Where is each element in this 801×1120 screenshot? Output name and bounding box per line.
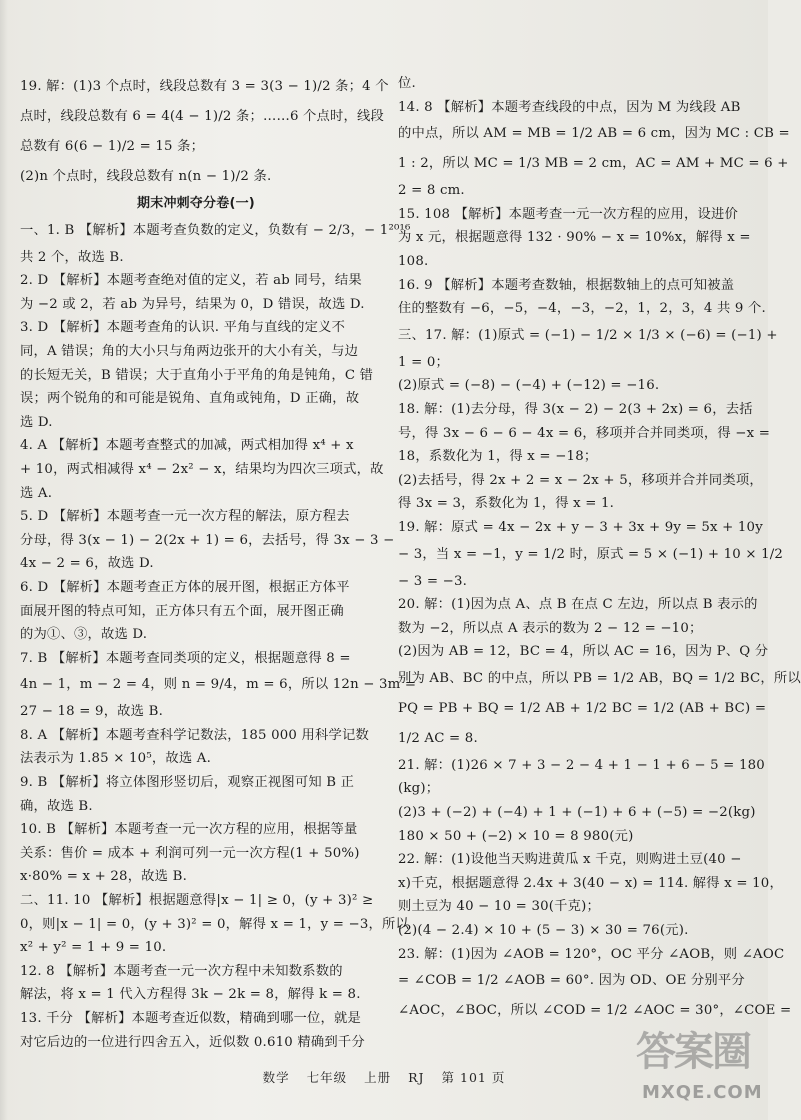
left-column-line: 对它后边的一位进行四舍五入，近似数 0.610 精确到千分 xyxy=(20,1034,365,1050)
left-column-line: x² + y² = 1 + 9 = 10. xyxy=(20,940,167,956)
left-column-line: 的为①、③，故选 D. xyxy=(20,627,148,643)
right-column-line: − 3，当 x = −1，y = 1/2 时，原式 = 5 × (−1) + 10 × 1/2 xyxy=(398,546,784,562)
right-column-line: (2)(4 − 2.4) × 10 + (5 − 3) × 30 = 76(元). xyxy=(398,923,689,939)
left-column-line: 选 A. xyxy=(20,485,53,501)
left-column-line: 4. A 【解析】本题考查整式的加减，两式相加得 x⁴ + x xyxy=(20,438,354,454)
watermark-top: 答案圈 xyxy=(636,1029,750,1075)
right-column-line: 三、17. 解：(1)原式 = (−1) − 1/2 × 1/3 × (−6) = (−1) + xyxy=(398,327,778,343)
right-column-line: 22. 解：(1)设他当天购进黄瓜 x 千克，则购进土豆(40 − xyxy=(398,852,742,868)
right-column-line: 数为 −2，所以点 A 表示的数为 2 − 12 = −10； xyxy=(398,620,703,636)
left-column-line: 7. B 【解析】本题考查同类项的定义，根据题意得 8 = xyxy=(20,650,351,666)
right-column-line: ∠AOC，∠BOC，所以 ∠COD = 1/2 ∠AOC = 30°，∠COE = xyxy=(398,1003,792,1019)
right-column-line: 别为 AB、BC 的中点，所以 PB = 1/2 AB，BQ = 1/2 BC，所以 xyxy=(398,670,801,686)
left-column-line: 6. D 【解析】本题考查正方体的展开图，根据正方体平 xyxy=(20,579,350,595)
left-column-line: 期末冲刺夺分卷(一) xyxy=(137,196,255,211)
left-column-line: 一、1. B 【解析】本题考查负数的定义，负数有 − 2/3，− 1²⁰¹⁶ xyxy=(20,222,411,238)
right-column xyxy=(398,72,801,1026)
left-column-line: 8. A 【解析】本题考查科学记数法，185 000 用科学记数 xyxy=(20,727,369,743)
right-column-line: 18，系数化为 1，得 x = −18； xyxy=(398,449,598,465)
left-column-line: 3. D 【解析】本题考查角的认识. 平角与直线的定义不 xyxy=(20,320,346,336)
left-column-line: + 10，两式相减得 x⁴ − 2x² − x，结果均为四次三项式，故 xyxy=(20,461,384,477)
left-column-line: 12. 8 【解析】本题考查一元一次方程中未知数系数的 xyxy=(20,963,343,979)
left-column-line: 关系：售价 = 成本 + 利润可列一元一次方程(1 + 50%) xyxy=(20,845,360,861)
right-column-line: 18. 解：(1)去分母，得 3(x − 2) − 2(3 + 2x) = 6，去括 xyxy=(398,401,753,417)
right-column-line: (2)原式 = (−8) − (−4) + (−12) = −16. xyxy=(398,378,660,394)
left-column-line: 同，A 错误；角的大小只与角两边张开的大小有关，与边 xyxy=(20,343,359,359)
right-column-line: 的中点，所以 AM = MB = 1/2 AB = 6 cm，因为 MC : CB = xyxy=(398,126,790,142)
right-column-line: (2)去括号，得 2x + 2 = x − 2x + 5，移项并合并同类项， xyxy=(398,472,763,488)
right-column-line: (2)因为 AB = 12，BC = 4，所以 AC = 16，因为 P、Q 分 xyxy=(398,644,769,660)
left-column-line: 确，故选 B. xyxy=(20,798,93,814)
right-column-line: 为 x 元，根据题意得 132 · 90% − x = 10%x，解得 x = xyxy=(398,230,751,246)
right-column-line: 1 : 2，所以 MC = 1/3 MB = 2 cm，AC = AM + MC = 6 + xyxy=(398,156,789,172)
left-column-line: 13. 千分 【解析】本题考查近似数，精确到哪一位，就是 xyxy=(20,1011,362,1026)
left-column-line: 5. D 【解析】本题考查一元一次方程的解法，原方程去 xyxy=(20,509,350,525)
left-column-line: x·80% = x + 28，故选 B. xyxy=(20,869,188,885)
left-column-line: 2. D 【解析】本题考查绝对值的定义，若 ab 同号，结果 xyxy=(20,273,362,289)
right-column-line: 19. 解：原式 = 4x − 2x + y − 3 + 3x + 9y = 5x + 10y xyxy=(398,519,763,535)
right-column-line: 21. 解：(1)26 × 7 + 3 − 2 − 4 + 1 − 1 + 6 − 5 = 180 xyxy=(398,757,765,773)
left-column-line: 解法，将 x = 1 代入方程得 3k − 2k = 8，解得 k = 8. xyxy=(20,987,361,1003)
left-column-line: 选 D. xyxy=(20,414,53,430)
page-shadow xyxy=(0,0,8,1120)
left-column-line: 9. B 【解析】将立体图形竖切后，观察正视图可知 B 正 xyxy=(20,775,355,791)
right-column-line: 23. 解：(1)因为 ∠AOB = 120°，OC 平分 ∠AOB，则 ∠AOC xyxy=(398,946,785,962)
right-column-line: 得 3x = 3，系数化为 1，得 x = 1. xyxy=(398,496,615,512)
left-column-line: 二、11. 10 【解析】根据题意得|x − 1| ≥ 0，(y + 3)² ≥ xyxy=(20,893,374,909)
right-column-line: PQ = PB + BQ = 1/2 AB + 1/2 BC = 1/2 (AB + BC) = xyxy=(398,700,767,716)
right-column-line: 180 × 50 + (−2) × 10 = 8 980(元) xyxy=(398,828,634,844)
right-column-line: 位. xyxy=(398,76,416,91)
right-column-line: 则土豆为 40 − 10 = 30(千克)； xyxy=(398,899,601,915)
right-column-line: (2)3 + (−2) + (−4) + 1 + (−1) + 6 + (−5) = −2(kg) xyxy=(398,805,756,821)
left-column-line: 0，则|x − 1| = 0，(y + 3)² = 0，解得 x = 1，y = −3，所以 xyxy=(20,916,410,932)
left-column-line: 为 −2 或 2，若 ab 为异号，结果为 0，D 错误，故选 D. xyxy=(20,296,365,312)
left-column-line: 面展开图的特点可知，正方体只有五个面，展开图正确 xyxy=(20,603,344,619)
left-column-line: 点时，线段总数有 6 = 4(4 − 1)/2 条；……6 个点时，线段 xyxy=(20,109,385,124)
footer-grade: 七年级 xyxy=(306,1070,348,1085)
right-column-line: 20. 解：(1)因为点 A、点 B 在点 C 左边，所以点 B 表示的 xyxy=(398,597,758,613)
left-column-line: 的长短无关，B 错误；大于直角小于平角的角是钝角，C 错 xyxy=(20,367,374,383)
left-column-line: 4x − 2 = 6，故选 D. xyxy=(20,556,154,572)
right-column-line: 15. 108 【解析】本题考查一元一次方程的应用，设进价 xyxy=(398,206,739,222)
left-column-line: 19. 解：(1)3 个点时，线段总数有 3 = 3(3 − 1)/2 条；4 个 xyxy=(20,79,389,94)
right-column-line: 14. 8 【解析】本题考查线段的中点，因为 M 为线段 AB xyxy=(398,99,741,115)
left-column-line: 法表示为 1.85 × 10⁵，故选 A. xyxy=(20,751,212,767)
right-column-line: 住的整数有 −6，−5，−4，−3，−2，1，2，3，4 共 9 个. xyxy=(398,301,766,317)
left-column-line: 误；两个锐角的和可能是锐角、直角或钝角，D 正确，故 xyxy=(20,391,360,407)
right-column-line: 1 = 0； xyxy=(398,354,450,370)
right-column-line: 1/2 AC = 8. xyxy=(398,730,478,746)
right-column-line: = ∠COB = 1/2 ∠AOB = 60°. 因为 OD、OE 分别平分 xyxy=(398,973,745,989)
right-column-line: 号，得 3x − 6 − 6 − 4x = 6，移项并合并同类项，得 −x = xyxy=(398,425,771,441)
left-column-line: 27 − 18 = 9，故选 B. xyxy=(20,704,164,720)
left-column-line: 4n − 1，m − 2 = 4，则 n = 9/4，m = 6，所以 12n − 3m = xyxy=(20,677,417,693)
footer-page-number: 第 101 页 xyxy=(441,1070,506,1085)
right-column-line: x)千克，根据题意得 2.4x + 3(40 − x) = 114. 解得 x = 10， xyxy=(398,875,783,891)
right-column-line: (kg)； xyxy=(398,781,440,797)
left-column-line: 总数有 6(6 − 1)/2 = 15 条； xyxy=(20,139,205,154)
right-column-line: 2 = 8 cm. xyxy=(398,183,465,199)
right-column-line: − 3 = −3. xyxy=(398,573,468,589)
left-column-line: 10. B 【解析】本题考查一元一次方程的应用，根据等量 xyxy=(20,822,358,838)
footer-subject: 数学 xyxy=(262,1070,290,1085)
left-column-line: 共 2 个，故选 B. xyxy=(20,249,124,265)
left-column-line: 分母，得 3(x − 1) − 2(2x + 1) = 6，去括号，得 3x − 3 − xyxy=(20,532,395,548)
left-column-line: (2)n 个点时，线段总数有 n(n − 1)/2 条. xyxy=(20,169,272,184)
watermark-bottom: MXQE.COM xyxy=(642,1082,763,1103)
right-column-line: 16. 9 【解析】本题考查数轴，根据数轴上的点可知被盖 xyxy=(398,277,735,293)
watermark-logo xyxy=(636,1020,763,1112)
right-column-line: 108. xyxy=(398,253,429,269)
footer-volume: 上册 xyxy=(364,1070,392,1085)
footer-edition: RJ xyxy=(408,1070,425,1085)
